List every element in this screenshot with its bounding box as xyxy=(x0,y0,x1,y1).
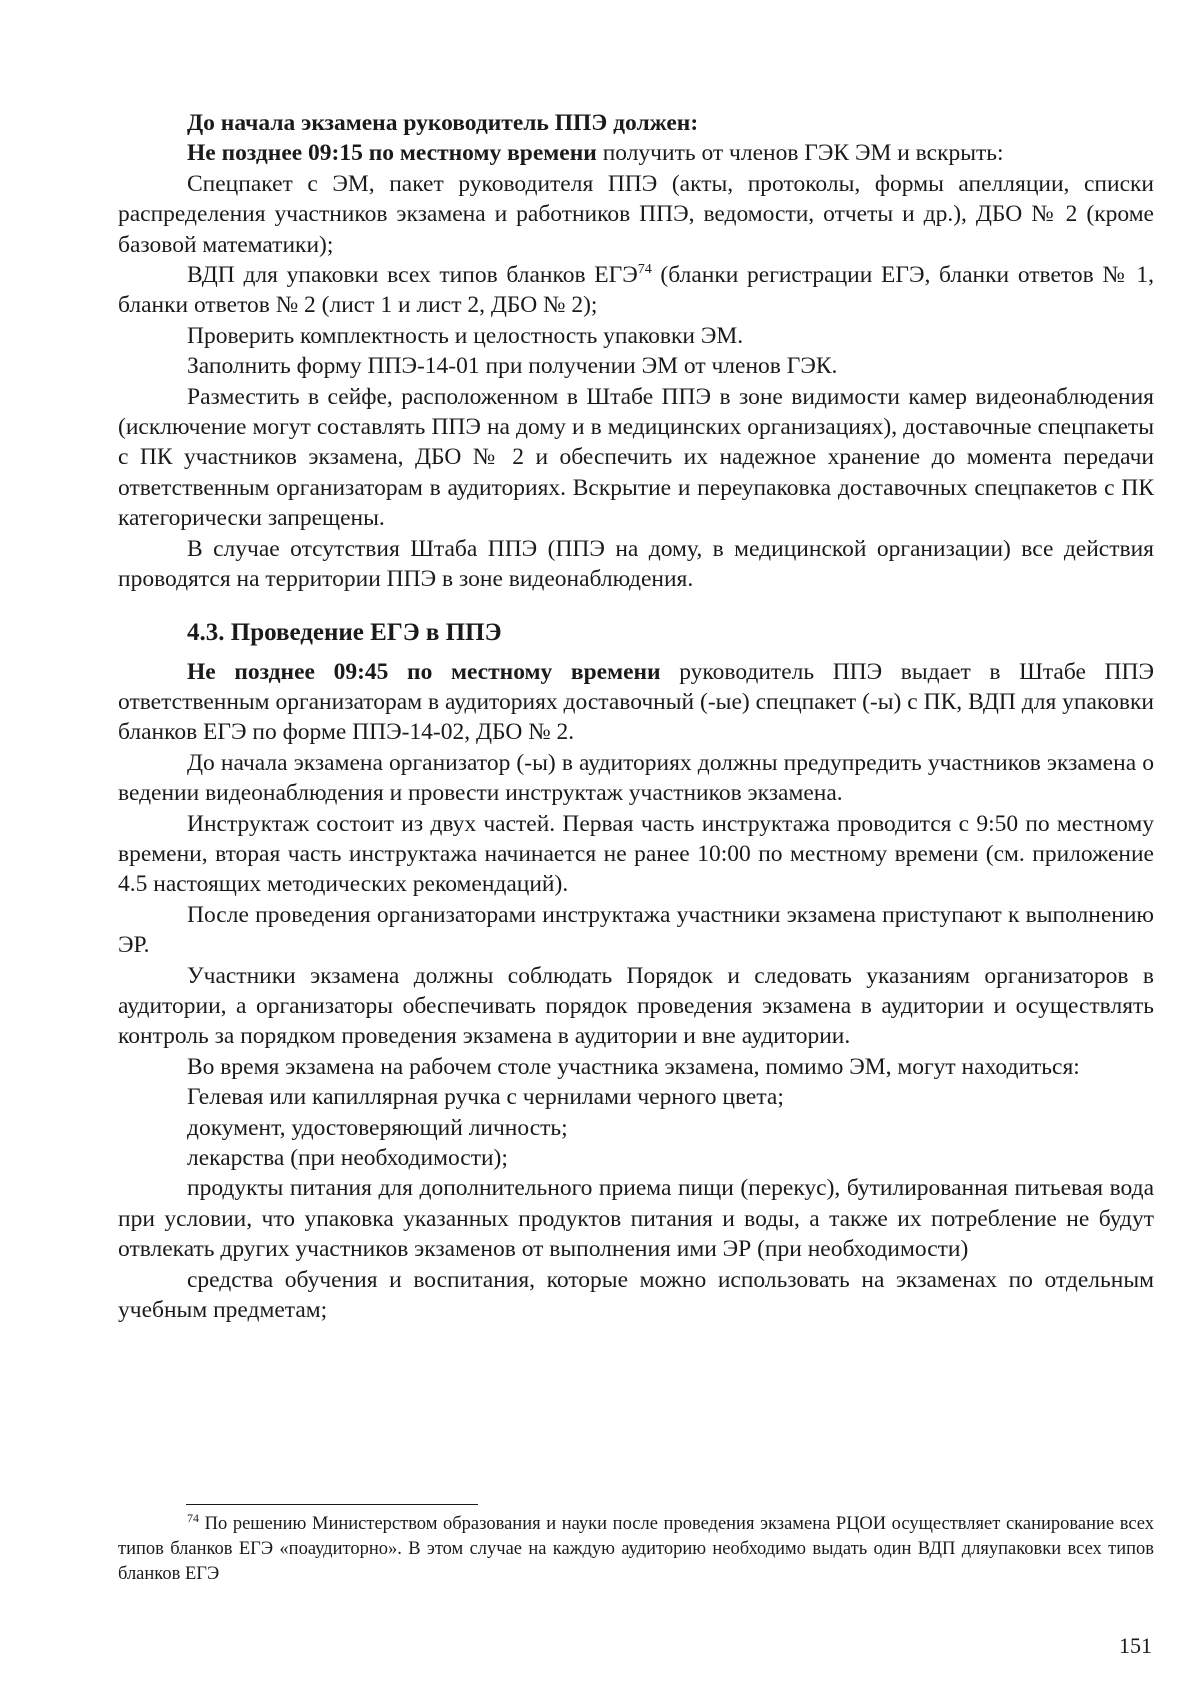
intro-paragraph-1: Не позднее 09:15 по местному времени получить от членов ГЭК ЭМ и вскрыть: xyxy=(187,140,1004,167)
section-paragraph-6: Во время экзамена на рабочем столе участника экзамена, помимо ЭМ, могут находиться: xyxy=(187,1053,1080,1080)
intro-paragraph-5: Заполнить форму ППЭ-14-01 при получении ЭМ от членов ГЭК. xyxy=(187,353,838,380)
deadline-0915: Не позднее 09:15 по местному времени xyxy=(187,140,597,167)
page-number: 151 xyxy=(1119,1633,1152,1658)
section-paragraph-1: Не позднее 09:45 по местному времени руководитель ППЭ выдает в Штабе ППЭ ответственным организаторам в аудиториях доставочный (-ые) спецпакет (-ы) с ПК, ВДП для упаковки бланков ЕГЭ по форме ППЭ-14-02, ДБО № 2. xyxy=(118,658,1154,746)
list-item: средства обучения и воспитания, которые можно использовать на экзаменах по отдельным учебным предметам; xyxy=(118,1266,1154,1324)
section-paragraph-5: Участники экзамена должны соблюдать Порядок и следовать указаниям организаторов в аудитории, а организаторы обеспечивать порядок проведения экзамена в аудитории и осуществлять контроль за порядком проведения экзамена в аудитории и вне аудитории. xyxy=(118,962,1154,1050)
intro-paragraph-2: Спецпакет с ЭМ, пакет руководителя ППЭ (акты, протоколы, формы апелляции, списки распределения участников экзамена и работников ППЭ, ведомости, отчеты и др.), ДБО № 2 (кроме базовой математики); xyxy=(118,170,1154,258)
footnote-separator xyxy=(186,1504,478,1505)
footnote-number: 74 xyxy=(187,1510,199,1525)
intro-title: До начала экзамена руководитель ППЭ должен: xyxy=(187,110,699,136)
intro-paragraph-7: В случае отсутствия Штаба ППЭ (ППЭ на дому, в медицинской организации) все действия проводятся на территории ППЭ в зоне видеонаблюдения. xyxy=(118,535,1154,593)
footnote-ref: 74 xyxy=(637,262,652,278)
list-item: лекарства (при необходимости); xyxy=(187,1145,508,1171)
section-paragraph-4: После проведения организаторами инструктажа участники экзамена приступают к выполнению ЭР. xyxy=(118,901,1154,959)
section-paragraph-3: Инструктаж состоит из двух частей. Первая часть инструктажа проводится с 9:50 по местному времени, вторая часть инструктажа начинается не ранее 10:00 по местному времени (см. приложение 4.5 настоящих методических рекомендаций). xyxy=(118,810,1154,898)
list-item: продукты питания для дополнительного приема пищи (перекус), бутилированная питьевая вода при условии, что упаковка указанных продуктов питания и воды, а также их потребление не будут отвлекать других участников экзаменов от выполнения ими ЭР (при необходимости) xyxy=(118,1175,1154,1263)
list-item: Гелевая или капиллярная ручка с чернилами черного цвета; xyxy=(187,1084,784,1111)
intro-paragraph-6: Разместить в сейфе, расположенном в Штабе ППЭ в зоне видимости камер видеонаблюдения (исключение могут составлять ППЭ на дому и в медицинских организациях), доставочные спецпакеты с ПК участников экзамена, ДБО № 2 и обеспечить их надежное хранение до момента передачи ответственным организаторам в аудиториях. Вскрытие и переупаковка доставочных спецпакетов с ПК категорически запрещены. xyxy=(118,383,1154,532)
deadline-0945: Не позднее 09:45 по местному времени xyxy=(187,658,661,685)
list-item: документ, удостоверяющий личность; xyxy=(187,1114,568,1141)
section-heading: 4.3. Проведение ЕГЭ в ППЭ xyxy=(187,618,502,646)
section-paragraph-2: До начала экзамена организатор (-ы) в аудиториях должны предупредить участников экзамена о ведении видеонаблюдения и провести инструктаж участников экзамена. xyxy=(118,749,1154,807)
intro-paragraph-4: Проверить комплектность и целостность упаковки ЭМ. xyxy=(187,322,744,349)
intro-paragraph-3: ВДП для упаковки всех типов бланков ЕГЭ$^{74}$ (бланки регистрации ЕГЭ, бланки ответов № 1, бланки ответов № 2 (лист 1 и лист 2, ДБО № 2); xyxy=(118,262,1154,319)
footnote: $^{74}$ По решению Министерством образования и науки после проведения экзамена РЦОИ осуществляет сканирование всех типов бланков ЕГЭ «поаудиторно». В этом случае на каждую аудиторию необходимо выдать один ВДП дляупаковки всех типов бланков ЕГЭ xyxy=(118,1510,1154,1584)
